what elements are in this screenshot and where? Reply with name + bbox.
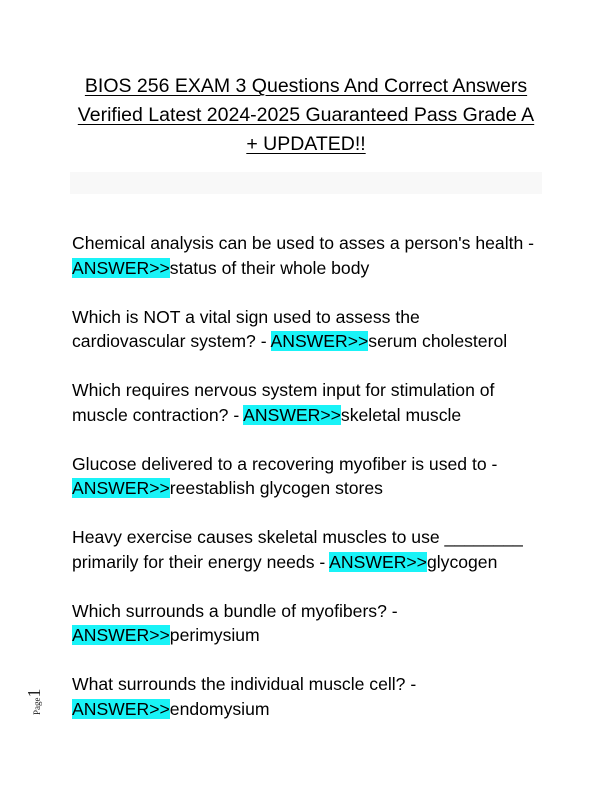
title-line-1: BIOS 256 EXAM 3 Questions And Correct Answers [84,75,528,97]
answer-line [72,403,552,428]
question-text: Heavy exercise causes skeletal muscles to use ________ [72,527,523,547]
qa-item [72,525,552,574]
answer-tag-highlight: ANSWER>> [72,625,170,645]
answer-line [72,550,552,575]
title-line-3: + UPDATED!! [246,133,366,155]
question-text: muscle contraction? - [72,404,244,425]
answer-line [72,256,552,281]
answer-tag-highlight: ANSWER>> [72,698,170,719]
qa-item [72,599,552,648]
answer-tag-highlight: ANSWER>> [72,478,170,498]
question-text: Which surrounds a bundle of myofibers? - [72,600,398,621]
question-text: Which is NOT a vital sign used to assess the [72,306,420,327]
answer-text: endomysium [169,698,270,719]
answer-text: status of their whole body [169,257,370,278]
question-text: Which requires nervous system input for stimulation of [72,380,495,400]
answer-text: perimysium [169,625,260,645]
answer-tag-highlight: ANSWER>> [243,404,341,425]
answer-line [72,623,552,648]
question-text: primarily for their energy needs - [72,551,330,572]
answer-line [72,329,552,354]
title-separator-band [70,172,542,194]
document-title [60,72,552,159]
answer-tag-highlight: ANSWER>> [72,257,170,278]
qa-item [72,231,552,280]
qa-item [72,305,552,354]
qa-item [72,452,552,501]
answer-line [72,476,552,501]
title-line-2: Verified Latest 2024-2025 Guaranteed Pass Grade A [77,104,535,126]
qa-item [72,672,552,721]
question-text: What surrounds the individual muscle cell? - [72,674,417,694]
answer-text: reestablish glycogen stores [169,478,383,498]
answer-tag-highlight: ANSWER>> [270,331,369,351]
question-text: cardiovascular system? - [72,331,271,351]
page-word: Page [32,697,42,715]
question-text: Chemical analysis can be used to asses a person's health - [72,233,535,253]
question-text: Glucose delivered to a recovering myofiber is used to - [72,453,498,474]
page-number [24,685,58,715]
answer-tag-highlight: ANSWER>> [329,551,427,572]
answer-line [72,697,552,722]
answer-text: glycogen [426,551,498,572]
question-answer-list [72,231,552,746]
answer-text: serum cholesterol [368,331,508,351]
qa-item [72,378,552,427]
answer-text: skeletal muscle [340,404,462,425]
page-number-value: 1 [24,688,44,698]
